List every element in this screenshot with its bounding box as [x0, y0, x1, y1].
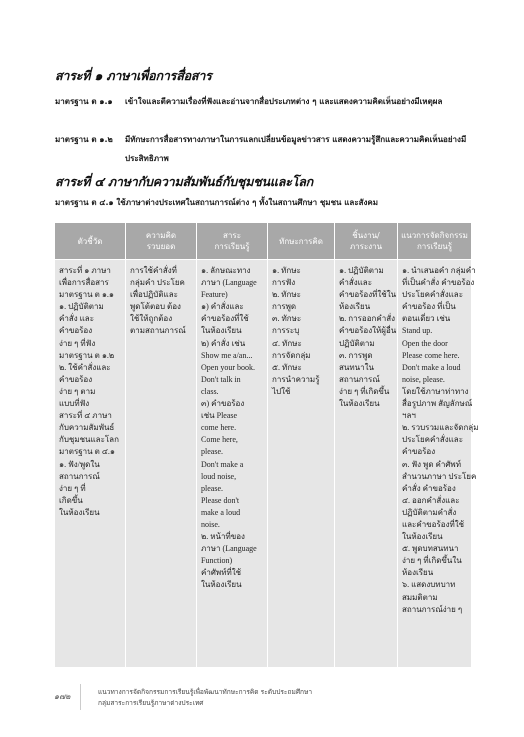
footer-subject-group: กลุ่มสาระการเรียนรู้ภาษาต่างประเทศ	[98, 699, 204, 707]
cell-line: คำขอร้อง	[402, 447, 436, 457]
learning-plan-table	[54, 222, 479, 667]
cell-line: ๑. ฟัง/พูดใน	[59, 459, 100, 469]
cell-line: คำขอร้องที่ใช้ใน	[339, 290, 397, 300]
cell-line: ในห้องเรียน	[201, 580, 242, 590]
page-number: ๑๗๒	[54, 692, 71, 701]
header-indicator	[55, 223, 126, 260]
cell-line: กับความสัมพันธ์	[59, 423, 115, 433]
cell-line: สาระที่ ๔ ภาษา	[59, 411, 112, 421]
header-label: สาระ	[223, 231, 241, 240]
cell-line: ๑. ปฏิบัติตาม	[339, 266, 384, 275]
cell-line: ๒. หน้าที่ของ	[201, 532, 245, 542]
cell-line: กับชุมชนและโลก	[59, 435, 119, 445]
cell-line: และคำขอร้องที่ใช้	[402, 519, 465, 529]
cell-line: ง่าย ๆ ที่เกิดขึ้นใน	[402, 556, 462, 566]
header-label: ความคิด	[145, 231, 177, 240]
cell-line: Open your book.	[201, 362, 255, 372]
cell-line: ๔. ทักษะ	[272, 338, 302, 348]
cell-line: พูดโต้ตอบ ต้อง	[130, 302, 181, 312]
header-label: ทักษะการคิด	[279, 236, 323, 246]
cell-line: เกิดขึ้น	[59, 495, 83, 505]
header-concept	[126, 223, 197, 260]
cell-line: noise, please.	[402, 374, 445, 384]
cell-line: การใช้คำสั่งที่	[130, 266, 177, 275]
cell-line: ห้องเรียน	[402, 568, 434, 578]
footer-divider	[80, 684, 81, 710]
cell-line: คำขอร้อง ที่เป็น	[402, 302, 456, 312]
cell-line: Come here,	[201, 435, 238, 445]
cell-line: คำขอร้อง	[59, 326, 93, 336]
cell-line: Don't make a loud	[402, 362, 461, 372]
cell-line: การจัดกลุ่ม	[272, 350, 311, 360]
cell-line: ง่าย ๆ ที่ฟัง	[59, 338, 96, 348]
header-task	[335, 223, 398, 260]
cell-line: ๑) คำสั่งและ	[201, 302, 244, 312]
cell-line: ๓) คำขอร้อง	[201, 399, 245, 409]
cell-line: Feature)	[201, 290, 228, 300]
cell-line: make a loud	[201, 507, 241, 517]
cell-line: ไปใช้	[272, 386, 291, 396]
cell-line: คำขอร้อง	[59, 374, 93, 384]
cell-line: Function)	[201, 556, 233, 566]
cell-line: ๒. ทักษะ	[272, 290, 301, 300]
header-label: ตัวชี้วัด	[77, 236, 103, 246]
cell-line: ฯลฯ	[402, 411, 416, 421]
cell-line: ๑. ลักษณะทาง	[201, 266, 251, 275]
cell-line: ง่าย ๆ ตาม	[59, 386, 96, 396]
cell-line: กลุ่มคำ ประโยค	[130, 278, 185, 288]
cell-line: ที่เป็นคำสั่ง คำขอร้อง	[402, 278, 475, 288]
cell-line: คำสั่ง คำขอร้อง	[402, 483, 456, 493]
standard-code: มาตรฐาน ต ๑.๑	[55, 97, 113, 106]
cell-line: ๑. ปฏิบัติตาม	[59, 302, 104, 312]
cell-line: ปฏิบัติตามคำสั่ง	[402, 507, 457, 517]
cell-line: สนทนาใน	[339, 362, 374, 372]
cell-line: Please don't	[201, 495, 240, 505]
cell-line: คำสั่งและ	[339, 278, 372, 288]
cell-line: มาตรฐาน ต ๑.๑	[59, 290, 114, 300]
standard-text: เข้าใจและตีความเรื่องที่ฟังและอ่านจากสื่อประเภทต่าง ๆ และแสดงความคิดเห็นอย่างมีเหตุผล	[125, 97, 443, 106]
cell-line: ในห้องเรียน	[201, 326, 242, 336]
cell-line: ในห้องเรียน	[59, 507, 100, 517]
cell-line: ๑. ทักษะ	[272, 266, 301, 275]
cell-line: สถานการณ์	[59, 471, 100, 481]
cell-line: ๔. ออกคำสั่งและ	[402, 495, 460, 505]
cell-line: ๒. รวบรวมและจัดกลุ่ม	[402, 423, 479, 433]
section-4-heading: สาระที่ ๔ ภาษากับความสัมพันธ์กับชุมชนและโลก	[55, 174, 314, 189]
header-label: การเรียนรู้	[214, 242, 250, 251]
cell-line: ง่าย ๆ ที่	[59, 483, 86, 493]
cell-line: การระบุ	[272, 326, 300, 336]
cell-line: ประโยคคำสั่งและ	[402, 290, 463, 300]
cell-line: คำสั่ง และ	[59, 314, 94, 324]
cell-line: คำขอร้องให้ผู้อื่น	[339, 326, 397, 336]
footer-book-title: แนวทางการจัดกิจกรรมการเรียนรู้เพื่อพัฒนาทักษะการคิด ระดับประถมศึกษา	[98, 688, 313, 696]
cell-line: ๕. พูดบทสนทนา	[402, 544, 459, 554]
cell-line: ภาษา (Language	[201, 544, 257, 554]
standard-1-2	[55, 130, 475, 168]
header-label: รวบยอด	[146, 242, 176, 251]
cell-line: please.	[201, 447, 223, 457]
cell-line: ในห้องเรียน	[339, 399, 380, 409]
cell-line: loud noise,	[201, 471, 237, 481]
cell-line: โดยใช้ภาษาท่าทาง	[402, 386, 469, 396]
cell-line: การฟัง	[272, 278, 296, 288]
cell-line: ๓. ฟัง พูด คำศัพท์	[402, 459, 461, 469]
col-task	[335, 260, 398, 668]
cell-line: สำนวนภาษา ประโยค	[402, 471, 477, 481]
table-row	[55, 260, 472, 668]
cell-line: ๖. แสดงบทบาท	[402, 580, 456, 590]
cell-line: สถานการณ์	[339, 374, 380, 384]
cell-line: Show me a/an...	[201, 350, 253, 360]
cell-line: Stand up.	[402, 326, 433, 336]
cell-line: เพื่อการสื่อสาร	[59, 278, 109, 288]
cell-line: please.	[201, 483, 223, 493]
cell-line: ภาษา (Language	[201, 278, 257, 288]
table-header-row	[55, 223, 472, 260]
cell-line: noise.	[201, 519, 220, 529]
cell-line: ๓. การพูด	[339, 350, 373, 360]
col-thinking-skill	[268, 260, 335, 668]
cell-line: ๓. ทักษะ	[272, 314, 302, 324]
cell-line: สื่อรูปภาพ สัญลักษณ์	[402, 399, 473, 409]
cell-line: class.	[201, 386, 219, 396]
cell-line: คำศัพท์ที่ใช้	[201, 568, 242, 578]
header-label: แนวการจัดกิจกรรม	[401, 231, 468, 240]
cell-line: ในห้องเรียน	[402, 532, 443, 542]
cell-line: ๒. การออกคำสั่ง	[339, 314, 395, 324]
cell-line: แบบที่ฟัง	[59, 399, 90, 409]
header-label: การเรียนรู้	[416, 242, 453, 251]
header-activity	[398, 223, 472, 260]
col-activity	[398, 260, 479, 668]
cell-line: Don't talk in	[201, 374, 241, 384]
standard-4-1: มาตรฐาน ต ๔.๑ ใช้ภาษาต่างประเทศในสถานการณ์ต่าง ๆ ทั้งในสถานศึกษา ชุมชน และสังคม	[55, 198, 379, 207]
cell-line: ๒) คำสั่ง เช่น	[201, 338, 246, 348]
standard-text: มีทักษะการสื่อสารทางภาษาในการแลกเปลี่ยนข้อมูลข่าวสาร แสดงความรู้สึกและความคิดเห็นอย่างมีประสิทธิภาพ	[125, 135, 467, 163]
header-label: ภาระงาน	[349, 242, 383, 251]
cell-line: การนำความรู้	[272, 374, 320, 384]
section-1-heading: สาระที่ ๑ ภาษาเพื่อการสื่อสาร	[55, 68, 212, 83]
col-concept	[126, 260, 197, 668]
col-indicator	[55, 260, 126, 668]
cell-line: การพูด	[272, 302, 297, 312]
cell-line: Don't make a	[201, 459, 244, 469]
cell-line: ๕. ทักษะ	[272, 362, 302, 372]
cell-line: ห้องเรียน	[339, 302, 371, 312]
cell-line: เช่น Please	[201, 411, 238, 421]
cell-line: สมมติตาม	[402, 592, 438, 602]
cell-line: ใช้ให้ถูกต้อง	[130, 314, 173, 324]
cell-line: ๑. นำเสนอคำ กลุ่มคำ	[402, 266, 476, 275]
cell-line: ๒. ใช้คำสั่งและ	[59, 362, 111, 372]
col-content	[197, 260, 268, 668]
cell-line: Open the door	[402, 338, 448, 348]
cell-line: ง่าย ๆ ที่เกิดขึ้น	[339, 386, 390, 396]
standard-1-1	[55, 92, 475, 111]
cell-line: ตามสถานการณ์	[130, 326, 186, 336]
cell-line: ตอนเดี่ยว เช่น	[402, 314, 451, 324]
cell-line: come here.	[201, 423, 237, 433]
header-label: ชิ้นงาน/	[352, 231, 380, 240]
cell-line: Please come here.	[402, 350, 460, 360]
header-thinking-skill	[268, 223, 335, 260]
header-content	[197, 223, 268, 260]
cell-line: มาตรฐาน ต ๑.๒	[59, 350, 115, 360]
standard-code: มาตรฐาน ต ๑.๒	[55, 135, 113, 144]
cell-line: เพื่อปฏิบัติและ	[130, 290, 178, 300]
cell-line: ประโยคคำสั่งและ	[402, 435, 463, 445]
cell-line: มาตรฐาน ต ๔.๑	[59, 447, 115, 457]
cell-line: สถานการณ์ง่าย ๆ	[402, 604, 463, 614]
cell-line: สาระที่ ๑ ภาษา	[59, 266, 111, 275]
cell-line: คำขอร้องที่ใช้	[201, 314, 249, 324]
cell-line: ปฏิบัติตาม	[339, 338, 375, 348]
